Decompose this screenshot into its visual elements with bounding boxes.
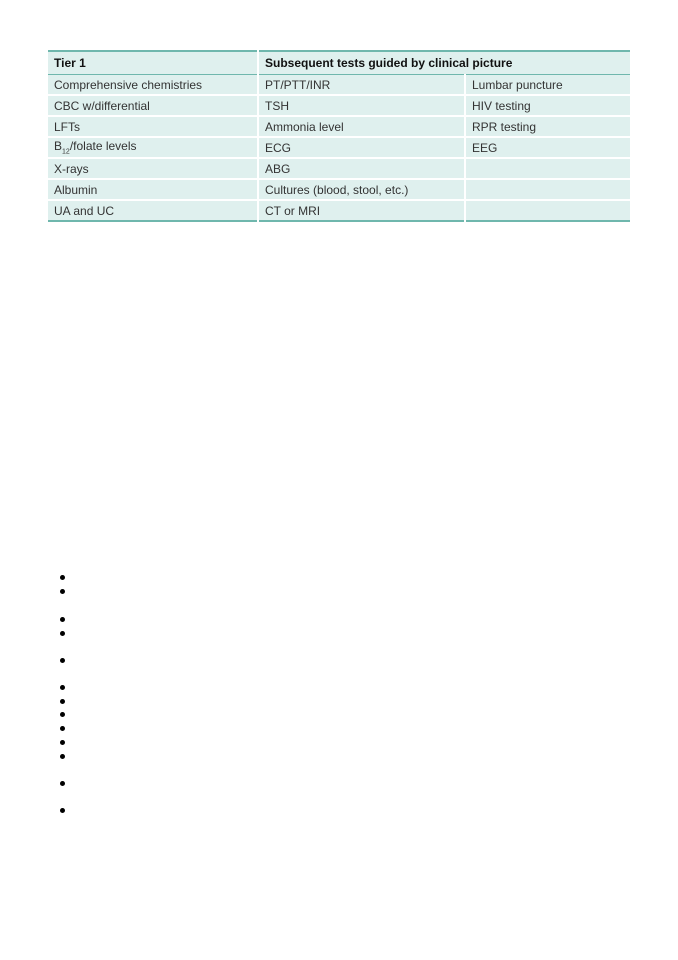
table-row (48, 158, 630, 179)
bullet-dot-icon (60, 685, 65, 690)
table-cell: LFTs (48, 116, 258, 137)
b12-base: B (54, 139, 63, 154)
table-cell: Albumin (48, 179, 258, 200)
table-cell: Lumbar puncture (472, 77, 563, 92)
table-cell (465, 200, 630, 221)
bullet-dot-icon (60, 699, 65, 704)
bullet-dot-icon (60, 740, 65, 745)
table-row (48, 75, 630, 96)
bullet-dot-icon (60, 781, 65, 786)
bullet-dot-icon (60, 575, 65, 580)
bullet-dot-icon (60, 726, 65, 731)
bullet-dot-icon (60, 617, 65, 622)
bullet-dot-icon (60, 712, 65, 717)
table-cell (465, 179, 630, 200)
header-subsequent-tests: Subsequent tests guided by clinical picture (265, 56, 513, 70)
b12-subscript: 12 (62, 148, 70, 156)
table-cell: EEG (472, 140, 498, 155)
bullet-list (60, 0, 80, 960)
table-cell: ABG (258, 158, 465, 179)
b12-rest: /folate levels (69, 139, 137, 154)
table-row (48, 137, 630, 158)
table-cell: HIV testing (472, 98, 531, 113)
table-cell: Cultures (blood, stool, etc.) (258, 179, 465, 200)
bullet-dot-icon (60, 589, 65, 594)
table-cell: ECG (258, 137, 465, 158)
table-cell: CBC w/differential (48, 95, 258, 116)
table-header-row (48, 51, 630, 75)
bullet-dot-icon (60, 658, 65, 663)
table-cell: Ammonia level (258, 116, 465, 137)
header-tier-1: Tier 1 (48, 51, 258, 75)
table-cell: UA and UC (48, 200, 258, 221)
table-row (48, 116, 630, 137)
bullet-dot-icon (60, 754, 65, 759)
table-cell: PT/PTT/INR (258, 75, 465, 96)
diagnostic-tests-table (48, 50, 630, 222)
table-row (48, 200, 630, 221)
bullet-dot-icon (60, 631, 65, 636)
table-cell: RPR testing (472, 119, 537, 134)
table-cell (465, 158, 630, 179)
table-cell: CT or MRI (258, 200, 465, 221)
table-cell: TSH (258, 95, 465, 116)
table-row (48, 179, 630, 200)
table-row (48, 95, 630, 116)
table-cell: X-rays (48, 158, 258, 179)
table-cell: Comprehensive chemistries (48, 75, 258, 96)
bullet-dot-icon (60, 808, 65, 813)
